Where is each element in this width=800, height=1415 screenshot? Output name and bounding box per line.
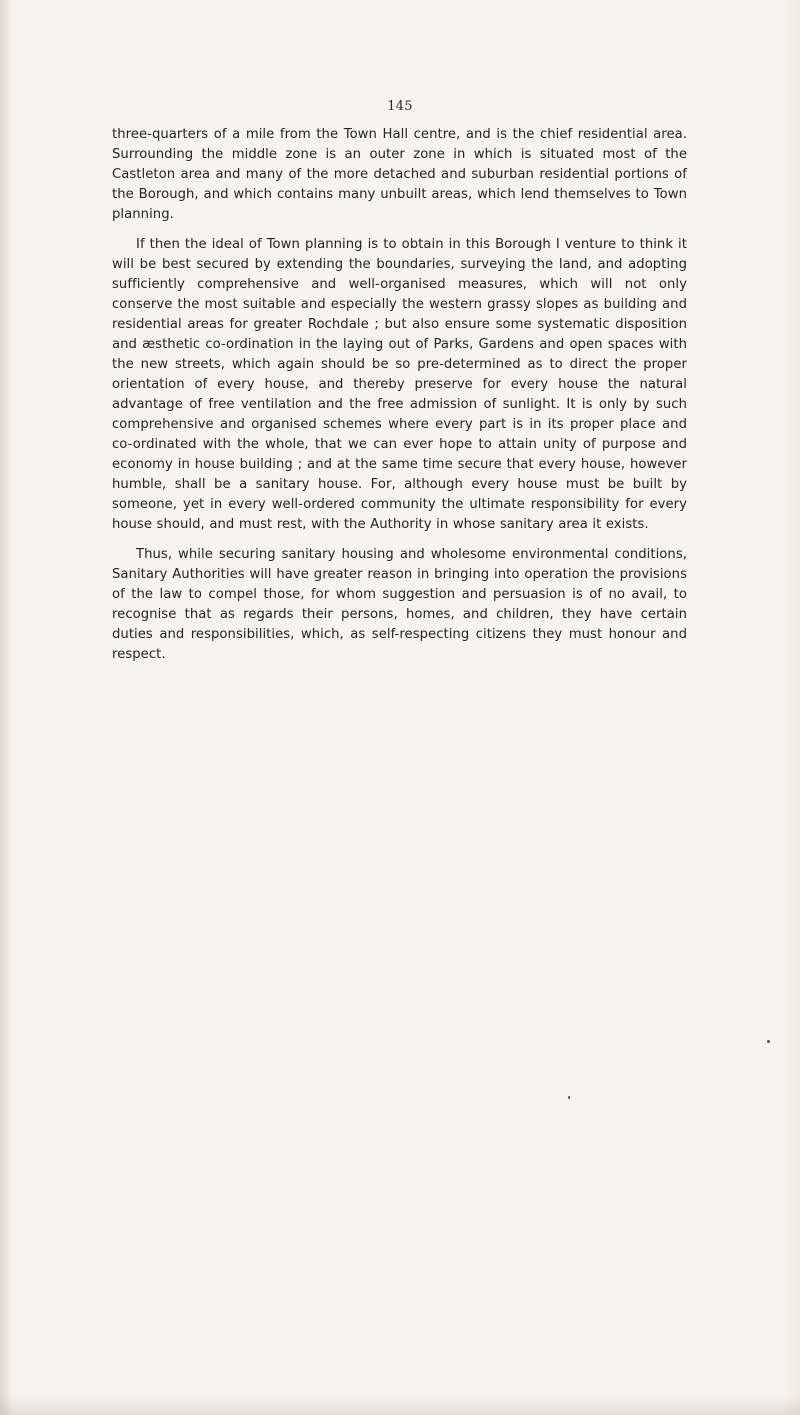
paragraph-town-planning: If then the ideal of Town planning is to obtain in this Borough I venture to think it will be best secured by extending the boundaries, surveying the land, and adopting sufficiently comprehensive and well-organised measures, which will not only conserve the most suitable and especially the western grassy slopes as building and residential areas for greater Rochdale ; but also ensure some systematic disposition and æsthetic co-ordination in the laying out of Parks, Gardens and open spaces with the new streets, which again should be so pre-determined as to direct the proper orientation of every house, and thereby preserve for every house the natural advantage of free ventilation and the free admission of sunlight. It is only by such comprehensive and organised schemes where every part is in its proper place and co-ordinated with the whole, that we can ever hope to attain unity of purpose and economy in house building ; and at the same time secure that every house, however humble, shall be a sanitary house. For, although every house must be built by someone, yet in every well-ordered community the ultimate responsibility for every house should, and must rest, with the Authority in whose sanitary area it exists. [112, 237, 687, 532]
ink-speck [568, 1096, 570, 1099]
page-edge-shadow [0, 0, 12, 1415]
ink-speck [767, 1040, 770, 1043]
page-bottom-shadow [0, 1395, 800, 1415]
paragraph-sanitary-authorities: Thus, while securing sanitary housing and wholesome environmental conditions, Sanitary Authorities will have greater reason in bringing into operation the provisions of the law to compel those, for whom suggestion and persuasion is of no avail, to recognise that as regards their persons, homes, and children, they have certain duties and responsibilities, which, as self-respecting citizens they must honour and respect. [112, 547, 687, 662]
page-number: 145 [387, 99, 413, 114]
body-text [112, 125, 687, 675]
paragraph-continuation: three-quarters of a mile from the Town Hall centre, and is the chief residential area. Surrounding the middle zone is an outer zone in which is situated most of the Castleton area and many of the more detached and suburban residential portions of the Borough, and which contains many unbuilt areas, which lend themselves to Town planning. [112, 127, 687, 222]
